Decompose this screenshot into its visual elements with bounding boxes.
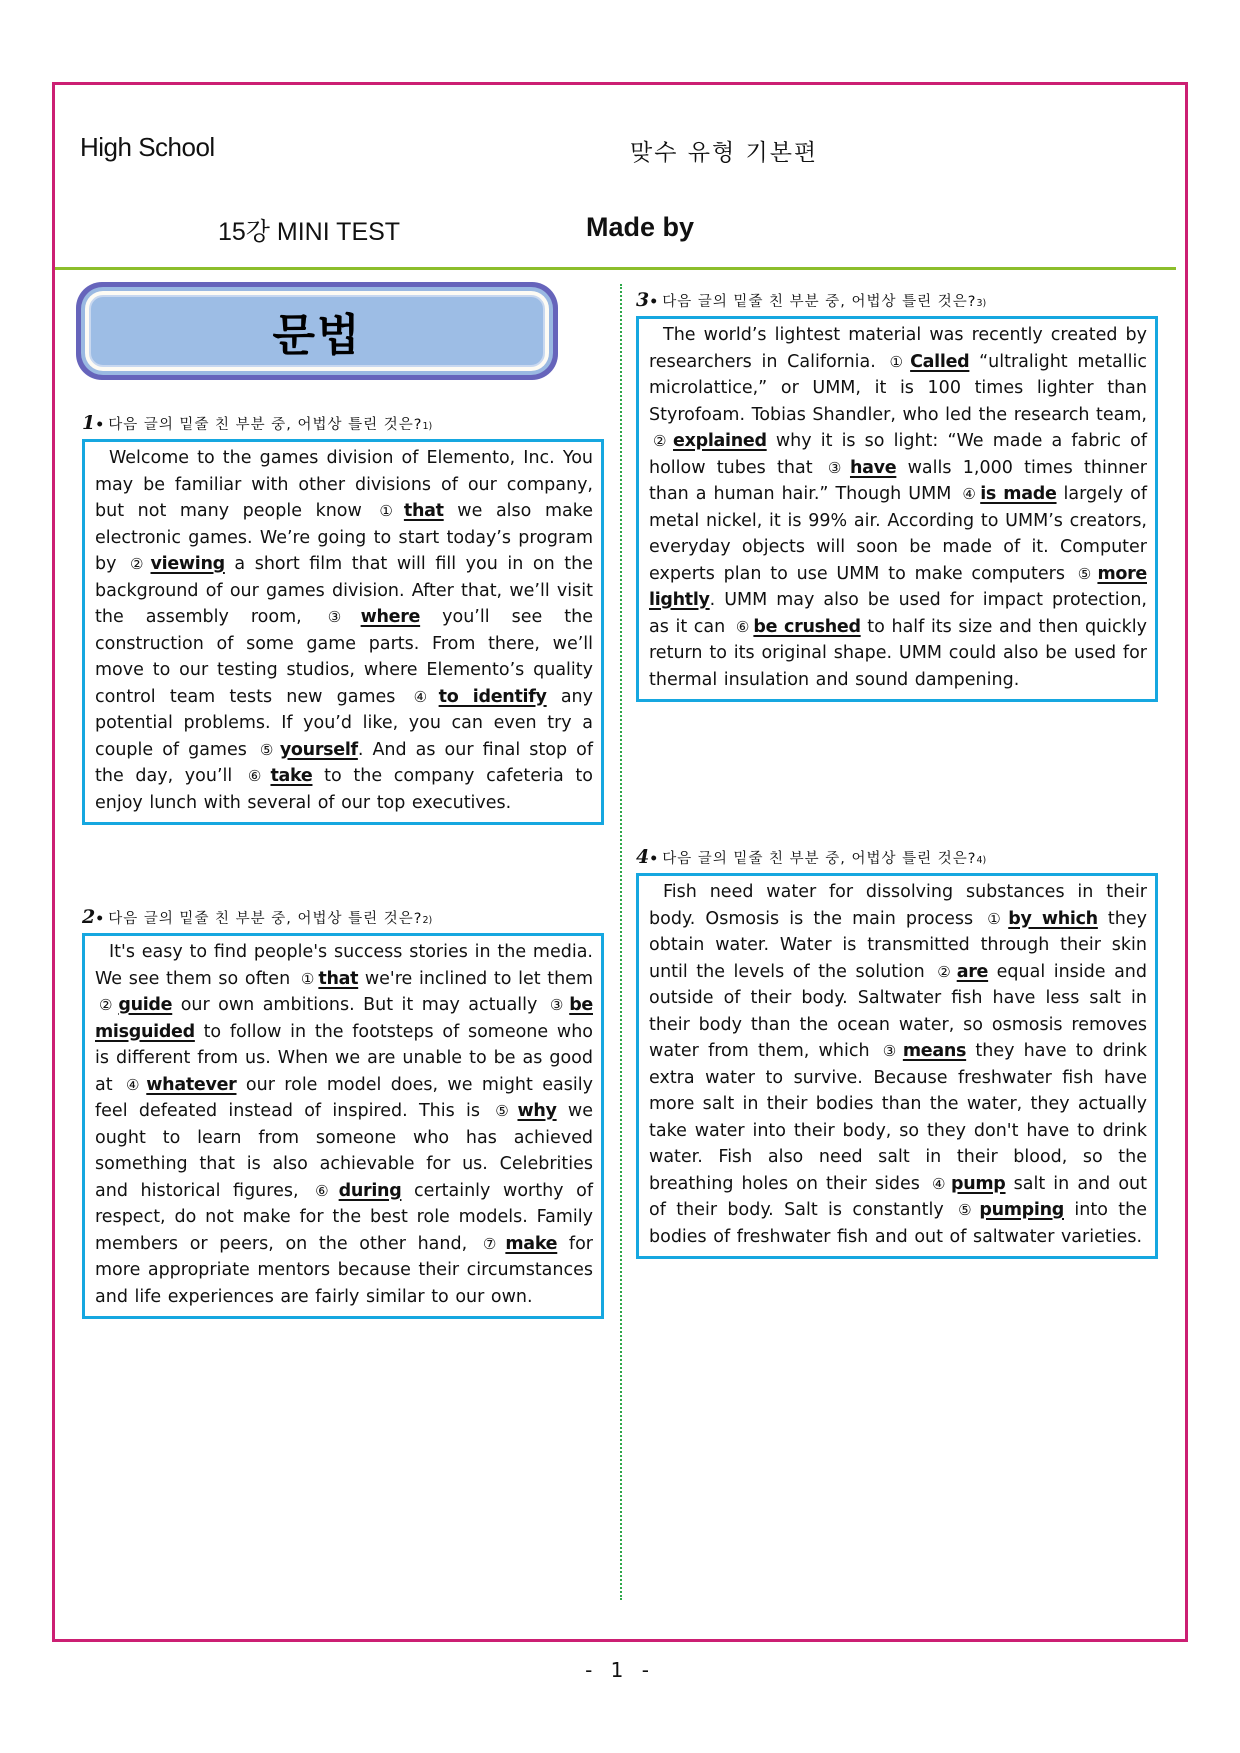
underlined-choice: where bbox=[360, 607, 421, 627]
question-prompt: 다음 글의 밑줄 친 부분 중, 어법상 틀린 것은? bbox=[662, 851, 977, 867]
passage-box bbox=[636, 873, 1158, 1259]
question-header bbox=[82, 412, 604, 434]
choice-number: ⑥ bbox=[247, 767, 267, 785]
question-header bbox=[636, 289, 1158, 311]
choice-number: ④ bbox=[413, 687, 435, 706]
underlined-choice: more lightly bbox=[649, 563, 1147, 610]
footnote-ref: 1) bbox=[422, 421, 433, 432]
question-4 bbox=[636, 846, 1158, 1259]
header-series-title: 맞수 유형 기본편 bbox=[630, 140, 819, 166]
choice-number: ④ bbox=[126, 1075, 143, 1094]
choice-number: ⑦ bbox=[482, 1234, 502, 1253]
passage-text: It's easy to find people's success stories in the media. We see them so often ① that we're inclined to let them ② guide our own ambitions. But it may actually ③ be misguided to follow in the footsteps of someone who is different from us. When we are unable to be as good at ④ whatever our role model does, we might easily feel defeated instead of inspired. This is ⑤ why we ought to learn from someone who has achieved something that is also achievable for us. Celebrities and historical figures, ⑥ during certainly worthy of respect, do not make for the best role models. Family members or peers, on the other hand, ⑦ make for more appropriate mentors because their circumstances and life experiences are fairly similar to our own. bbox=[95, 942, 594, 1307]
choice-number: ① bbox=[987, 909, 1005, 928]
section-title: 문법 bbox=[272, 310, 362, 361]
underlined-choice: guide bbox=[118, 995, 173, 1015]
choice-number: ① bbox=[379, 502, 400, 520]
choice-number: ③ bbox=[882, 1042, 899, 1060]
underlined-choice: pumping bbox=[979, 1200, 1064, 1220]
underlined-choice: be misguided bbox=[95, 995, 593, 1042]
underlined-choice: explained bbox=[673, 431, 767, 451]
question-prompt: 다음 글의 밑줄 친 부분 중, 어법상 틀린 것은? bbox=[108, 911, 423, 927]
choice-number: ② bbox=[653, 432, 670, 450]
question-2 bbox=[82, 906, 604, 1319]
choice-number: ② bbox=[130, 555, 147, 573]
choice-number: ⑥ bbox=[315, 1181, 335, 1200]
underlined-choice: make bbox=[505, 1233, 558, 1254]
question-number: 4• bbox=[636, 846, 659, 868]
footnote-ref: 3) bbox=[976, 298, 987, 309]
choice-number: ① bbox=[300, 969, 315, 988]
choice-number: ⑤ bbox=[495, 1102, 514, 1120]
choice-number: ③ bbox=[827, 458, 846, 477]
question-3 bbox=[636, 289, 1158, 702]
underlined-choice: to identify bbox=[438, 686, 547, 707]
underlined-choice: that bbox=[403, 501, 444, 521]
question-1 bbox=[82, 412, 604, 825]
passage-box bbox=[82, 439, 604, 825]
choice-number: ④ bbox=[962, 485, 977, 503]
passage-box bbox=[636, 316, 1158, 702]
choice-number: ⑥ bbox=[735, 617, 750, 636]
underlined-choice: that bbox=[318, 968, 359, 989]
choice-number: ⑤ bbox=[958, 1201, 976, 1219]
column-divider bbox=[620, 284, 622, 1600]
underlined-choice: pump bbox=[950, 1173, 1006, 1194]
underlined-choice: have bbox=[849, 457, 897, 478]
question-number: 2• bbox=[82, 906, 105, 928]
choice-number: ⑤ bbox=[1077, 564, 1094, 583]
passage-text: Welcome to the games division of Elemento, Inc. You may be familiar with other divisions of our company, but not many people know ① that we also make electronic games. We’re going to start today’s program by ② viewing a short film that will fill you in on the background of our games division. After that, we’ll visit the assembly room, ③ where you’ll see the construction of some game parts. From there, we’ll move to our testing studios, where Elemento’s quality control team tests new games ④ to identify any potential problems. If you’d like, you can even try a couple of games ⑤ yourself. And as our final stop of the day, you’ll ⑥ take to the company cafeteria to enjoy lunch with several of our top executives. bbox=[95, 448, 594, 813]
choice-number: ② bbox=[99, 996, 115, 1014]
header-school-level: High School bbox=[80, 132, 215, 162]
passage-text: The world’s lightest material was recently created by researchers in California. ① Called “ultralight metallic microlattice,” or UMM, it is 100 times lighter than Styrofoam. Tobias Shandler, who led the research team, ② explained why it is so light: “We made a fabric of hollow tubes that ③ have walls 1,000 times thinner than a human hair.” Though UMM ④ is made largely of metal nickel, it is 99% air. According to UMM’s creators, everyday objects will soon be made of it. Computer experts plan to use UMM to make computers ⑤ more lightly. UMM may also be used for impact protection, as it can ⑥ be crushed to half its size and then quickly return to its original shape. UMM could also be used for thermal insulation and sound dampening. bbox=[649, 325, 1148, 690]
header-made-by: Made by bbox=[586, 212, 695, 242]
choice-number: ④ bbox=[931, 1174, 947, 1193]
footnote-ref: 2) bbox=[422, 915, 433, 926]
question-prompt: 다음 글의 밑줄 친 부분 중, 어법상 틀린 것은? bbox=[108, 417, 423, 433]
question-number: 3• bbox=[636, 289, 659, 311]
underlined-choice: during bbox=[338, 1180, 402, 1201]
header-test-title: 15강 MINI TEST bbox=[218, 218, 401, 246]
footnote-ref: 4) bbox=[976, 855, 987, 866]
question-number: 1• bbox=[82, 412, 105, 434]
passage-text: Fish need water for dissolving substances in their body. Osmosis is the main process ① by which they obtain water. Water is transmitted through their skin until the levels of the solution ② are equal inside and outside of their body. Saltwater fish have less salt in their body than the ocean water, so osmosis removes water from them, which ③ means they have to drink extra water to survive. Because freshwater fish have more salt in their bodies than the water, they actually take water into their body, so they don't have to drink water. Fish also need salt in their blood, so the breathing holes on their sides ④ pump salt in and out of their body. Salt is constantly ⑤ pumping into the bodies of freshwater fish and out of saltwater varieties. bbox=[649, 882, 1148, 1247]
underlined-choice: why bbox=[517, 1101, 557, 1121]
underlined-choice: is made bbox=[980, 484, 1057, 504]
underlined-choice: yourself bbox=[279, 739, 358, 760]
question-header bbox=[636, 846, 1158, 868]
choice-number: ② bbox=[937, 962, 953, 981]
underlined-choice: whatever bbox=[146, 1074, 237, 1095]
page-number: - 1 - bbox=[585, 1658, 655, 1682]
choice-number: ⑤ bbox=[259, 740, 276, 759]
header-divider bbox=[55, 267, 1176, 270]
underlined-choice: Called bbox=[910, 351, 970, 372]
question-header bbox=[82, 906, 604, 928]
underlined-choice: take bbox=[270, 766, 313, 786]
choice-number: ① bbox=[889, 352, 907, 371]
underlined-choice: by which bbox=[1008, 908, 1098, 929]
underlined-choice: are bbox=[956, 961, 989, 982]
underlined-choice: be crushed bbox=[753, 616, 861, 637]
passage-box bbox=[82, 933, 604, 1319]
choice-number: ③ bbox=[327, 608, 357, 626]
underlined-choice: viewing bbox=[150, 554, 225, 574]
underlined-choice: means bbox=[902, 1041, 967, 1061]
question-prompt: 다음 글의 밑줄 친 부분 중, 어법상 틀린 것은? bbox=[662, 294, 977, 310]
section-title-banner bbox=[76, 282, 558, 380]
choice-number: ③ bbox=[549, 996, 566, 1014]
